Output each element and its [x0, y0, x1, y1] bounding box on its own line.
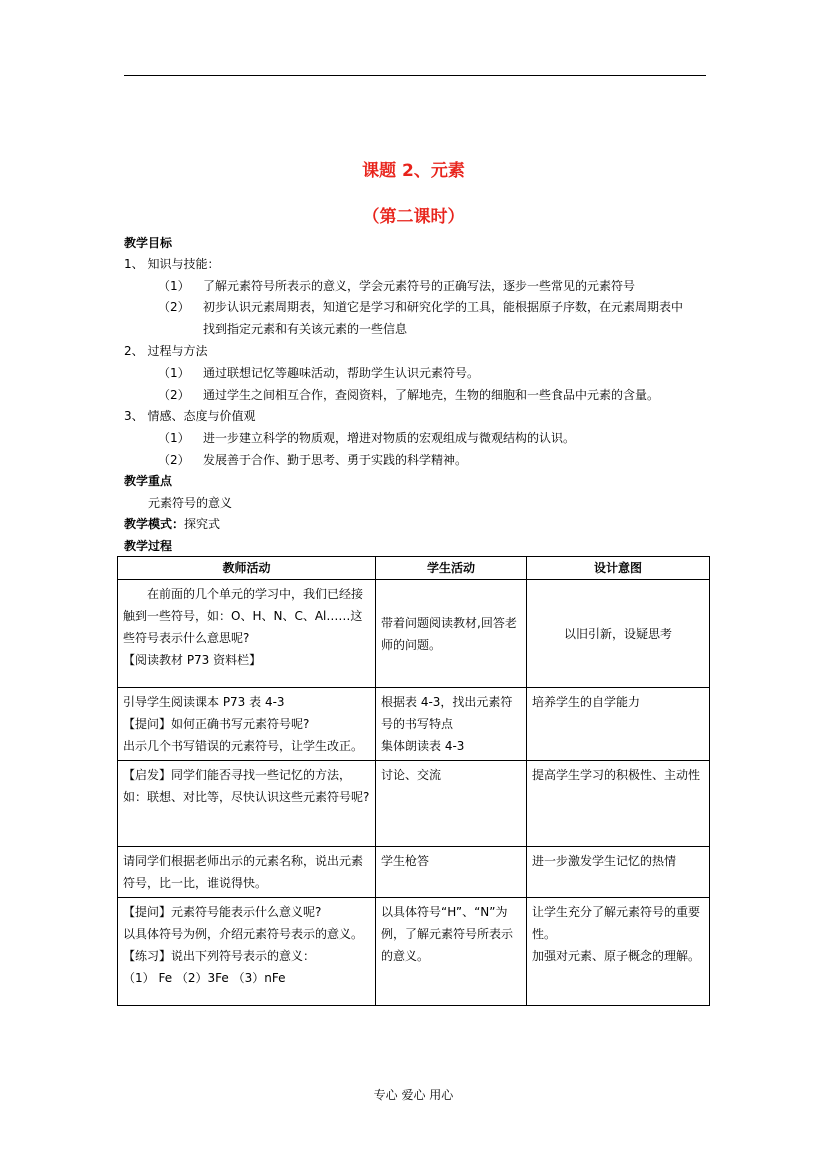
cell-text: 让学生充分了解元素符号的重要性。 — [532, 905, 701, 941]
teacher-activity-cell — [118, 847, 376, 898]
column-header-teacher: 教师活动 — [118, 557, 376, 580]
cell-text: （1） Fe （2）3Fe （3）nFe — [123, 971, 286, 985]
column-header-intent: 设计意图 — [527, 557, 710, 580]
cell-text: 学生枪答 — [381, 854, 430, 868]
key-point-heading: 教学重点 — [124, 474, 173, 488]
cell-text: 在前面的几个单元的学习中，我们已经接触到一些符号，如：O、H、N、C、Al……这些符号表示什么意思呢? — [123, 587, 364, 645]
table-row — [118, 688, 710, 761]
teaching-process-table — [117, 556, 710, 1006]
objective-section-label: 2、 过程与方法 — [124, 344, 208, 358]
table-row — [118, 847, 710, 898]
student-activity-cell — [376, 898, 527, 1006]
objective-section-label: 3、 情感、态度与价值观 — [124, 409, 256, 423]
student-activity-cell — [376, 580, 527, 688]
lesson-title: 课题 2、元素 — [362, 161, 465, 181]
student-activity-cell — [376, 761, 527, 847]
objective-item-number: （2） — [158, 388, 190, 402]
cell-text: 以具体符号“H”、“N”为例，了解元素符号所表示的意义。 — [381, 905, 514, 963]
design-intent-cell — [527, 847, 710, 898]
cell-text: 以旧引新，设疑思考 — [563, 626, 672, 641]
page-footer: 专心 爱心 用心 — [373, 1088, 454, 1102]
table-row — [118, 898, 710, 1006]
design-intent-cell — [527, 761, 710, 847]
teaching-mode — [124, 516, 220, 532]
student-activity-cell — [376, 847, 527, 898]
cell-text: 培养学生的自学能力 — [532, 695, 641, 709]
teacher-activity-cell — [118, 688, 376, 761]
design-intent-cell — [527, 580, 710, 688]
header-rule — [124, 75, 706, 76]
cell-text: 【提问】如何正确书写元素符号呢? — [123, 717, 310, 731]
cell-text: 集体朗读表 4-3 — [381, 739, 465, 753]
objective-item-text: 了解元素符号所表示的意义，学会元素符号的正确写法，逐步一些常见的元素符号 — [203, 279, 636, 293]
cell-text: 讨论、交流 — [381, 768, 442, 782]
objective-item-number: （2） — [158, 453, 190, 467]
cell-text: 【阅读教材 P73 资料栏】 — [123, 653, 262, 667]
cell-text: 【启发】同学们能否寻找一些记忆的方法，如：联想、对比等，尽快认识这些元素符号呢? — [123, 768, 370, 804]
design-intent-cell — [527, 688, 710, 761]
cell-text: 提高学生学习的积极性、主动性 — [532, 768, 701, 782]
objective-item-continuation: 找到指定元素和有关该元素的一些信息 — [203, 322, 408, 336]
cell-text: 以具体符号为例，介绍元素符号表示的意义。 — [123, 927, 364, 941]
cell-text: 【提问】元素符号能表示什么意义呢? — [123, 905, 322, 919]
objective-item-text: 进一步建立科学的物质观，增进对物质的宏观组成与微观结构的认识。 — [203, 431, 576, 445]
teacher-activity-cell — [118, 898, 376, 1006]
table-row — [118, 580, 710, 688]
teaching-mode-heading: 教学模式： — [124, 517, 185, 531]
cell-text: 引导学生阅读课本 P73 表 4-3 — [123, 695, 285, 709]
table-header-row — [118, 557, 710, 580]
cell-text: 加强对元素、原子概念的理解。 — [532, 949, 701, 963]
objectives-heading: 教学目标 — [124, 236, 173, 250]
objective-item-number: （1） — [158, 366, 190, 380]
teaching-mode-text: 探究式 — [184, 517, 221, 531]
process-heading: 教学过程 — [124, 539, 173, 553]
table-row — [118, 761, 710, 847]
teacher-activity-cell — [118, 580, 376, 688]
key-point-text: 元素符号的意义 — [148, 496, 233, 510]
objective-item-text: 通过学生之间相互合作，查阅资料，了解地壳，生物的细胞和一些食品中元素的含量。 — [203, 388, 660, 402]
cell-text: 请同学们根据老师出示的元素名称，说出元素符号，比一比，谁说得快。 — [123, 854, 364, 890]
objective-section-label: 1、 知识与技能： — [124, 257, 220, 271]
teacher-activity-cell — [118, 761, 376, 847]
cell-text: 带着问题阅读教材,回答老师的问题。 — [381, 615, 517, 652]
cell-text: 出示几个书写错误的元素符号，让学生改正。 — [123, 739, 364, 753]
objective-item-number: （1） — [158, 279, 190, 293]
design-intent-cell — [527, 898, 710, 1006]
objective-item-text: 通过联想记忆等趣味活动，帮助学生认识元素符号。 — [203, 366, 480, 380]
objective-item-text: 初步认识元素周期表，知道它是学习和研究化学的工具，能根据原子序数，在元素周期表中 — [203, 300, 684, 314]
column-header-student: 学生活动 — [376, 557, 527, 580]
cell-text: 【练习】说出下列符号表示的意义： — [123, 949, 316, 963]
objective-item-text: 发展善于合作、勤于思考、勇于实践的科学精神。 — [203, 453, 468, 467]
lesson-subtitle: （第二课时） — [362, 207, 465, 227]
objective-item-number: （1） — [158, 431, 190, 445]
cell-text: 进一步激发学生记忆的热情 — [532, 854, 677, 868]
objective-item-number: （2） — [158, 300, 190, 314]
student-activity-cell — [376, 688, 527, 761]
cell-text: 根据表 4-3，找出元素符号的书写特点 — [381, 695, 513, 731]
